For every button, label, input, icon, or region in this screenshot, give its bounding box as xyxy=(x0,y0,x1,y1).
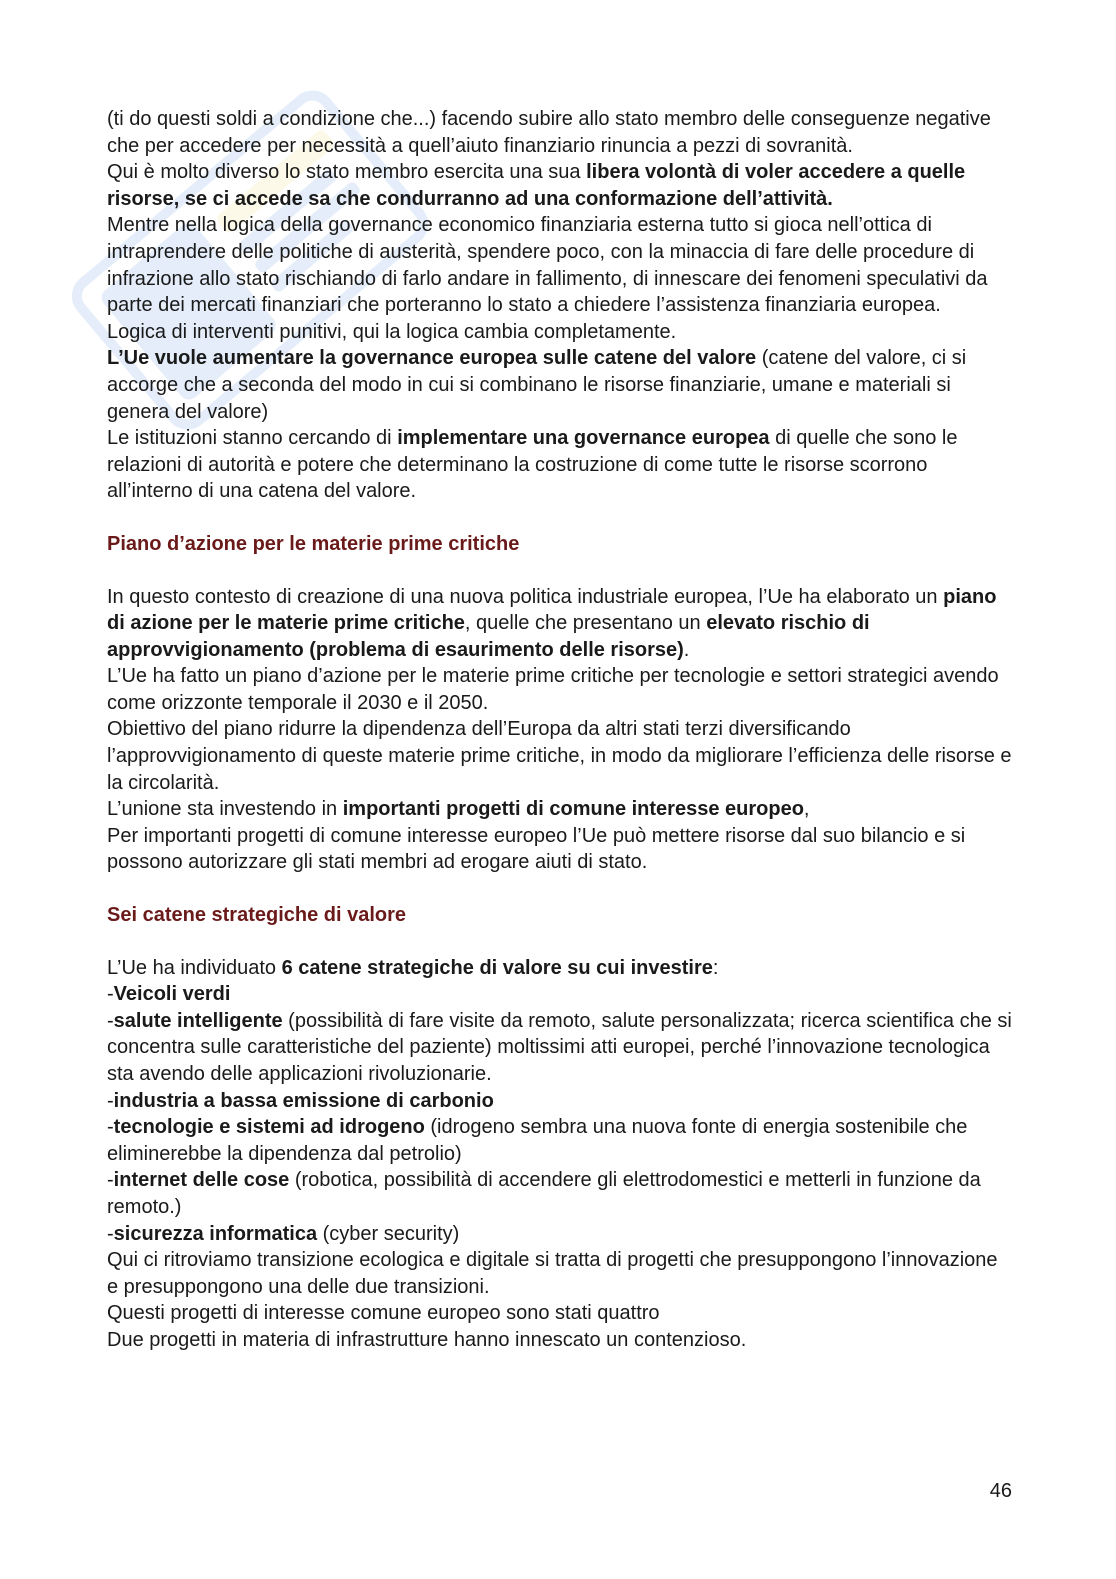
bold-text: tecnologie e sistemi ad idrogeno xyxy=(113,1116,425,1139)
text-run: Due progetti in materia di infrastrutture hanno innescato un contenzioso. xyxy=(107,1328,747,1351)
text-run: - xyxy=(107,1089,114,1112)
body-paragraph xyxy=(107,106,1012,159)
text-run: In questo contesto di creazione di una nuova politica industriale europea, l’Ue ha elaborato un xyxy=(107,585,944,608)
body-paragraph xyxy=(107,345,1012,425)
text-run: (catene del valore, ci si accorge che a seconda del modo in cui si combinano le risorse finanziarie, umane e materiali si genera del valore) xyxy=(107,347,967,423)
bold-text: salute intelligente xyxy=(113,1009,283,1032)
body-paragraph xyxy=(107,663,1012,716)
bold-text: importanti progetti di comune interesse europeo xyxy=(342,798,804,821)
bold-text: Veicoli verdi xyxy=(113,983,231,1006)
list-item xyxy=(107,955,1012,982)
body-paragraph xyxy=(107,823,1012,876)
text-run: Per importanti progetti di comune interesse europeo l’Ue può mettere risorse dal suo bilancio e si possono autorizzare gli stati membri ad erogare aiuti di stato. xyxy=(107,824,966,874)
text-run: (possibilità di fare visite da remoto, salute personalizzata; ricerca scientifica che si concentra sulle caratteristiche del paziente) moltissimi atti europei, perché l’innovazione tecnologica sta avendo delle applicazioni rivoluzionarie. xyxy=(107,1009,1012,1085)
text-run: , quelle che presentano un xyxy=(464,612,707,635)
text-run: Qui ci ritroviamo transizione ecologica e digitale si tratta di progetti che presuppongono l’innovazione e presuppongono una delle due transizioni. xyxy=(107,1249,998,1298)
text-run: (ti do questi soldi a condizione che...) facendo subire allo stato membro delle conseguenze negative che per accedere per necessità a quell’aiuto finanziario rinuncia a pezzi di sovranità. xyxy=(107,108,991,157)
intro-paragraphs xyxy=(107,106,1012,505)
list-item xyxy=(107,1167,1012,1220)
list-item xyxy=(107,1247,1012,1300)
text-run: . xyxy=(683,638,690,661)
text-run: Le istituzioni stanno cercando di xyxy=(107,427,398,450)
body-paragraph xyxy=(107,212,1012,318)
body-paragraph xyxy=(107,716,1012,796)
text-run: (idrogeno sembra una nuova fonte di energia sostenibile che eliminerebbe la dipendenza dal petrolio) xyxy=(107,1116,968,1165)
text-run: Logica di interventi punitivi, qui la logica cambia completamente. xyxy=(107,320,677,343)
text-run: L’Ue ha fatto un piano d’azione per le materie prime critiche per tecnologie e settori strategici avendo come orizzonte temporale il 2030 e il 2050. xyxy=(107,665,999,714)
section-heading-strategic-value-chains: Sei catene strategiche di valore xyxy=(107,904,407,927)
list-item xyxy=(107,1327,1012,1354)
text-run: - xyxy=(107,1169,114,1192)
body-paragraph xyxy=(107,159,1012,212)
body-paragraph xyxy=(107,319,1012,346)
body-paragraph xyxy=(107,425,1012,505)
text-run: - xyxy=(107,1116,114,1139)
list-item xyxy=(107,981,1012,1008)
text-run: - xyxy=(107,1222,114,1245)
text-run: , xyxy=(803,798,810,821)
text-run: Obiettivo del piano ridurre la dipendenza dell’Europa da altri stati terzi diversificando l’approvvigionamento di queste materie prime critiche, in modo da migliorare l’efficienza delle risorse e la circolarità. xyxy=(107,718,1012,794)
text-run: - xyxy=(107,1009,114,1032)
bold-text: L’Ue vuole aumentare la governance europea sulle catene del valore xyxy=(107,347,757,370)
bold-text: elevato rischio di approvvigionamento (problema di esaurimento delle risorse) xyxy=(107,612,870,661)
bold-text: internet delle cose xyxy=(113,1169,290,1192)
text-run: Mentre nella logica della governance economico finanziaria esterna tutto si gioca nell’ottica di intraprendere delle politiche di austerità, spendere poco, con la minaccia di fare delle procedure di infrazione allo stato rischiando di farlo andare in fallimento, di innescare dei fenomeni speculativi da parte dei mercati finanziari che porteranno lo stato a chiedere l’assistenza finanziaria europea. xyxy=(107,214,988,317)
body-paragraph xyxy=(107,584,1012,664)
list-item xyxy=(107,1300,1012,1327)
bold-text: libera volontà di voler accedere a quelle risorse, se ci accede sa che condurranno ad una conformazione dell’attività. xyxy=(107,161,966,210)
section-critical-raw-materials-body xyxy=(107,584,1012,877)
page-number: 46 xyxy=(989,1480,1012,1502)
document-body xyxy=(107,106,1012,1354)
text-run: (robotica, possibilità di accendere gli elettrodomestici e metterli in funzione da remoto.) xyxy=(107,1169,981,1218)
text-run: - xyxy=(107,983,114,1006)
text-run: Questi progetti di interesse comune europeo sono stati quattro xyxy=(107,1302,660,1325)
bold-text: industria a bassa emissione di carbonio xyxy=(113,1089,494,1112)
body-paragraph xyxy=(107,796,1012,823)
text-run: di quelle che sono le relazioni di autorità e potere che determinano la costruzione di come tutte le risorse scorrono all’interno di una catena del valore. xyxy=(107,427,958,503)
section-heading-critical-raw-materials: Piano d’azione per le materie prime critiche xyxy=(107,532,520,555)
bold-text: implementare una governance europea xyxy=(397,427,770,450)
section-strategic-value-chains-body xyxy=(107,955,1012,1354)
list-item xyxy=(107,1088,1012,1115)
text-run: Qui è molto diverso lo stato membro esercita una sua xyxy=(107,161,587,184)
bold-text: sicurezza informatica xyxy=(113,1222,318,1245)
text-run: (cyber security) xyxy=(317,1222,460,1245)
text-run: : xyxy=(712,956,719,979)
bold-text: piano di azione per le materie prime critiche xyxy=(107,585,997,635)
list-item xyxy=(107,1221,1012,1248)
list-item xyxy=(107,1114,1012,1167)
bold-text: 6 catene strategiche di valore su cui investire xyxy=(281,956,713,979)
text-run: L’unione sta investendo in xyxy=(107,798,343,821)
text-run: L’Ue ha individuato xyxy=(107,956,282,979)
list-item xyxy=(107,1008,1012,1088)
